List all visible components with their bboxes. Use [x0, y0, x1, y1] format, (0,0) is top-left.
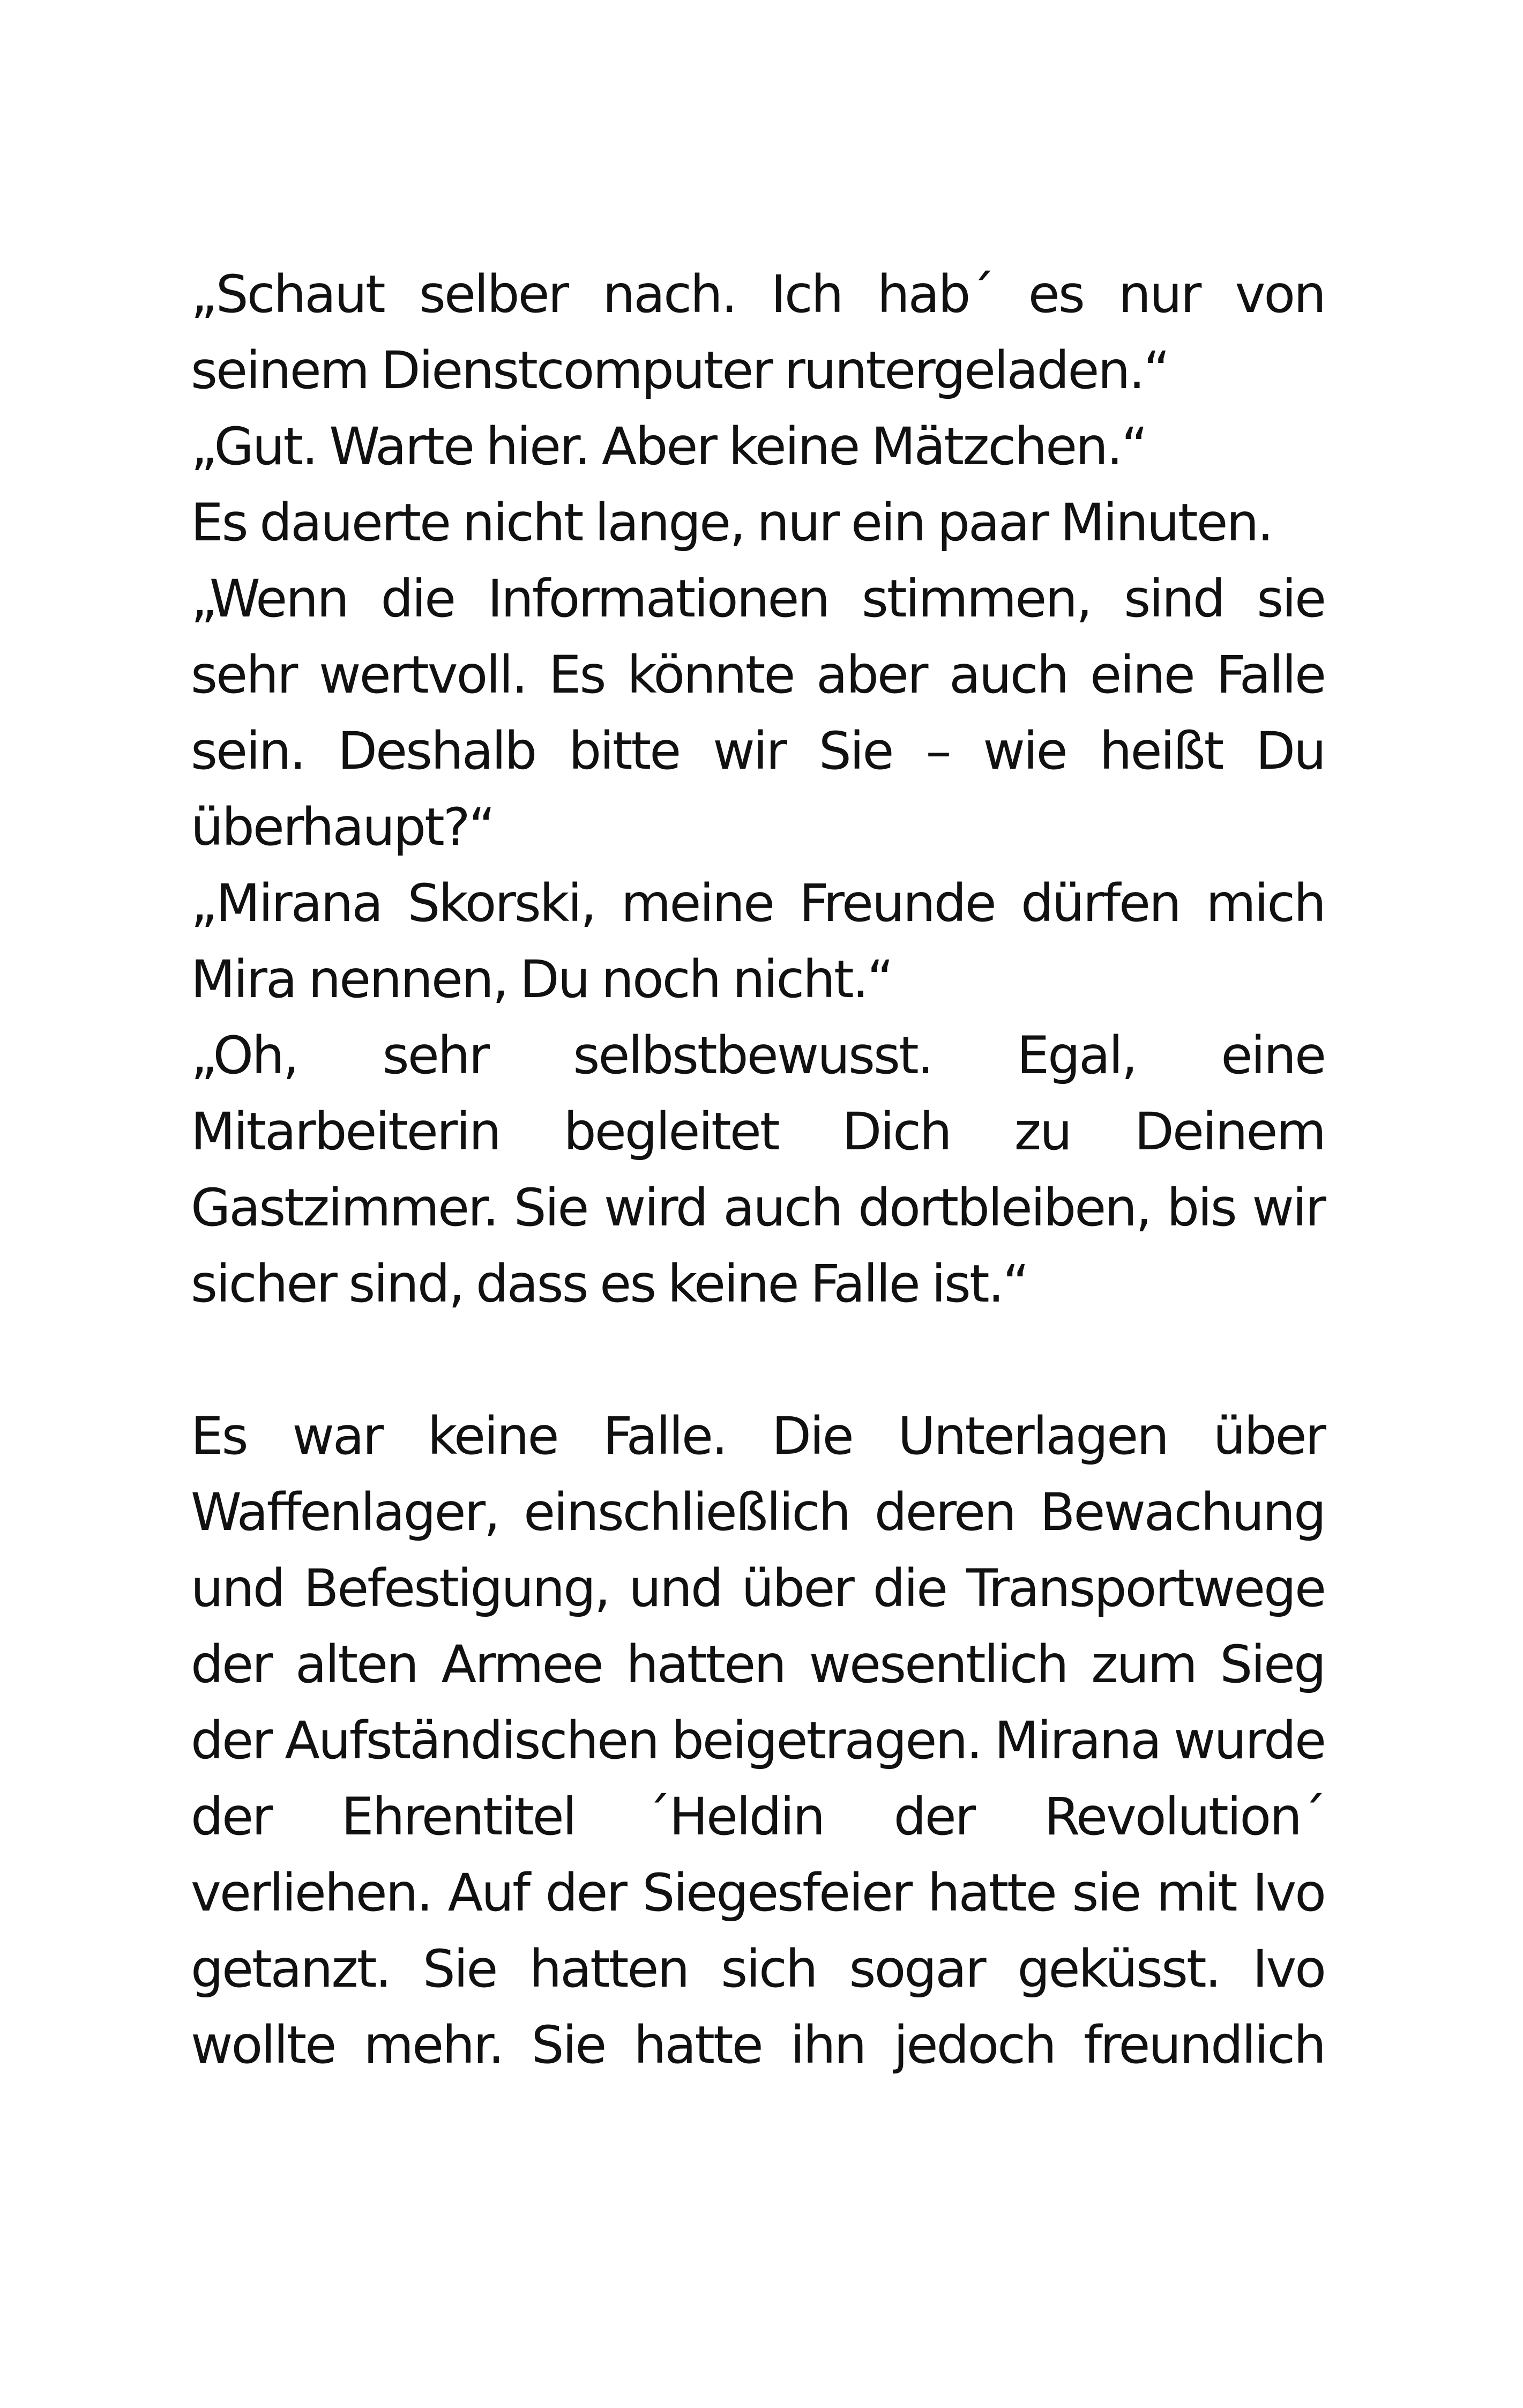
- paragraph-6: „Oh, sehr selbstbewusst. Egal, eine Mitarbeiterin begleitet Dich zu Deinem Gastzimmer. Sie wird auch dortbleiben, bis wir sicher sind, dass es keine Falle ist.“: [191, 1025, 1325, 1314]
- paragraph-1: „Schaut selber nach. Ich hab´ es nur von seinem Dienstcomputer runtergeladen.“: [191, 264, 1325, 400]
- paragraph-2: „Gut. Warte hier. Aber keine Mätzchen.“: [191, 417, 1147, 477]
- page-body-text: [191, 256, 1325, 2083]
- paragraph-5: „Mirana Skorski, meine Freunde dürfen mich Mira nennen, Du noch nicht.“: [191, 873, 1325, 1009]
- paragraph-4: „Wenn die Informationen stimmen, sind sie sehr wertvoll. Es könnte aber auch eine Falle sein. Deshalb bitte wir Sie – wie heißt Du überhaupt?“: [191, 569, 1325, 857]
- paragraph-3: Es dauerte nicht lange, nur ein paar Minuten.: [191, 493, 1272, 553]
- paragraph-gap: [191, 1322, 1325, 1398]
- paragraph-7: Es war keine Falle. Die Unterlagen über Waffenlager, einschließlich deren Bewachung und Befestigung, und über die Transportwege der alten Armee hatten wesentlich zum Sieg der Aufständischen beigetragen. Mirana wurde der Ehrentitel ´Heldin der Revolution´ verliehen. Auf der Siegesfeier hatte sie mit Ivo getanzt. Sie hatten sich sogar geküsst. Ivo wollte mehr. Sie hatte ihn jedoch freundlich: [191, 1406, 1325, 2075]
